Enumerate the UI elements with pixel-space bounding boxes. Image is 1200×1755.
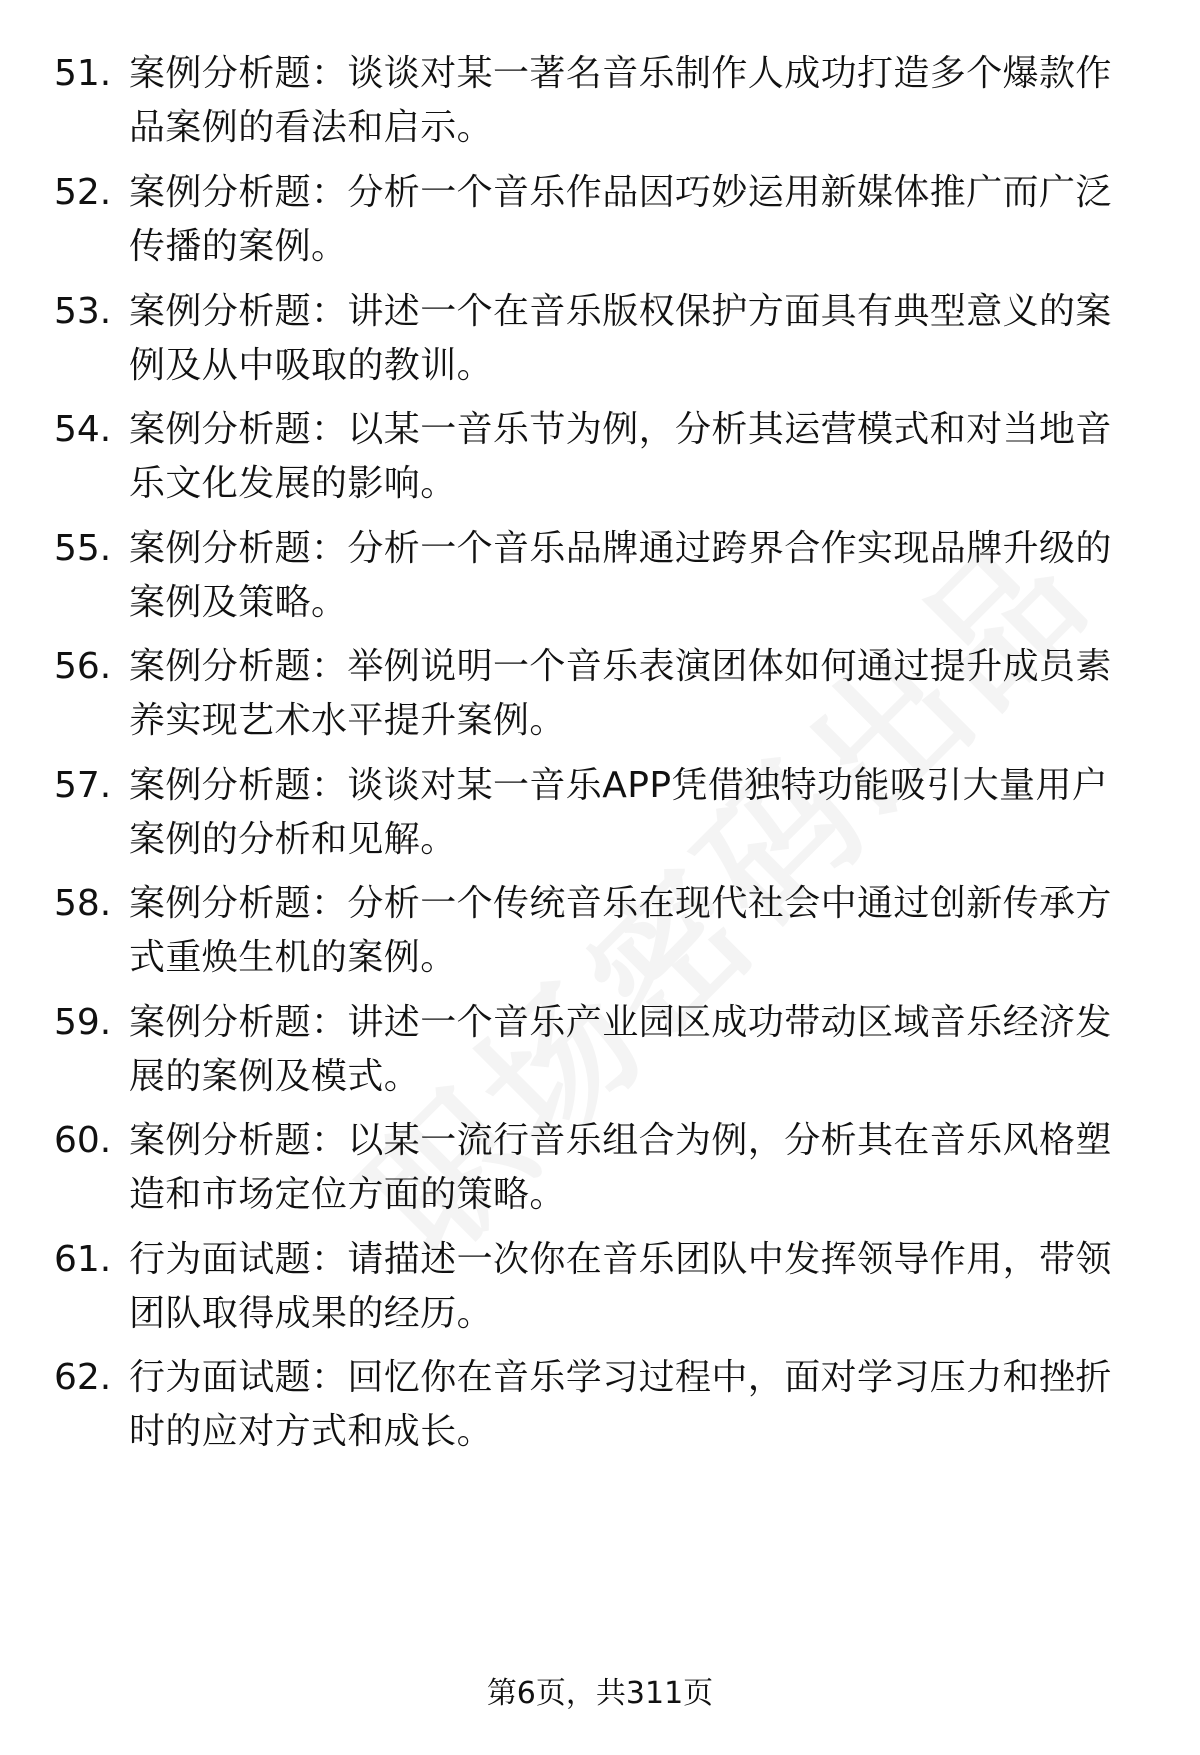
item-text: 行为面试题：请描述一次你在音乐团队中发挥领导作用，带领团队取得成果的经历。 — [129, 1239, 1112, 1334]
page-footer: 第6页，共311页 — [486, 1676, 714, 1711]
item-number: 54. — [54, 409, 112, 450]
item-number: 62. — [54, 1357, 112, 1398]
item-number: 52. — [54, 172, 112, 213]
item-number: 58. — [54, 883, 112, 924]
item-number: 56. — [54, 646, 112, 687]
item-number: 59. — [54, 1002, 112, 1043]
item-text: 案例分析题：讲述一个音乐产业园区成功带动区域音乐经济发展的案例及模式。 — [129, 1002, 1112, 1097]
item-number: 51. — [54, 53, 112, 94]
item-number: 57. — [54, 765, 112, 806]
item-text: 案例分析题：以某一音乐节为例，分析其运营模式和对当地音乐文化发展的影响。 — [129, 409, 1112, 504]
item-text: 行为面试题：回忆你在音乐学习过程中，面对学习压力和挫折时的应对方式和成长。 — [129, 1357, 1112, 1452]
item-text: 案例分析题：分析一个传统音乐在现代社会中通过创新传承方式重焕生机的案例。 — [129, 883, 1112, 978]
item-number: 55. — [54, 528, 112, 569]
item-number: 60. — [54, 1120, 112, 1161]
item-text: 案例分析题：讲述一个在音乐版权保护方面具有典型意义的案例及从中吸取的教训。 — [129, 291, 1112, 386]
item-text: 案例分析题：以某一流行音乐组合为例，分析其在音乐风格塑造和市场定位方面的策略。 — [129, 1120, 1112, 1215]
item-number: 53. — [54, 291, 112, 332]
item-text: 案例分析题：谈谈对某一音乐APP凭借独特功能吸引大量用户案例的分析和见解。 — [129, 765, 1109, 860]
item-text: 案例分析题：分析一个音乐品牌通过跨界合作实现品牌升级的案例及策略。 — [129, 528, 1112, 623]
item-text: 案例分析题：谈谈对某一著名音乐制作人成功打造多个爆款作品案例的看法和启示。 — [129, 53, 1112, 148]
item-text: 案例分析题：举例说明一个音乐表演团体如何通过提升成员素养实现艺术水平提升案例。 — [129, 646, 1112, 741]
item-text: 案例分析题：分析一个音乐作品因巧妙运用新媒体推广而广泛传播的案例。 — [129, 172, 1112, 267]
item-number: 61. — [54, 1239, 112, 1280]
